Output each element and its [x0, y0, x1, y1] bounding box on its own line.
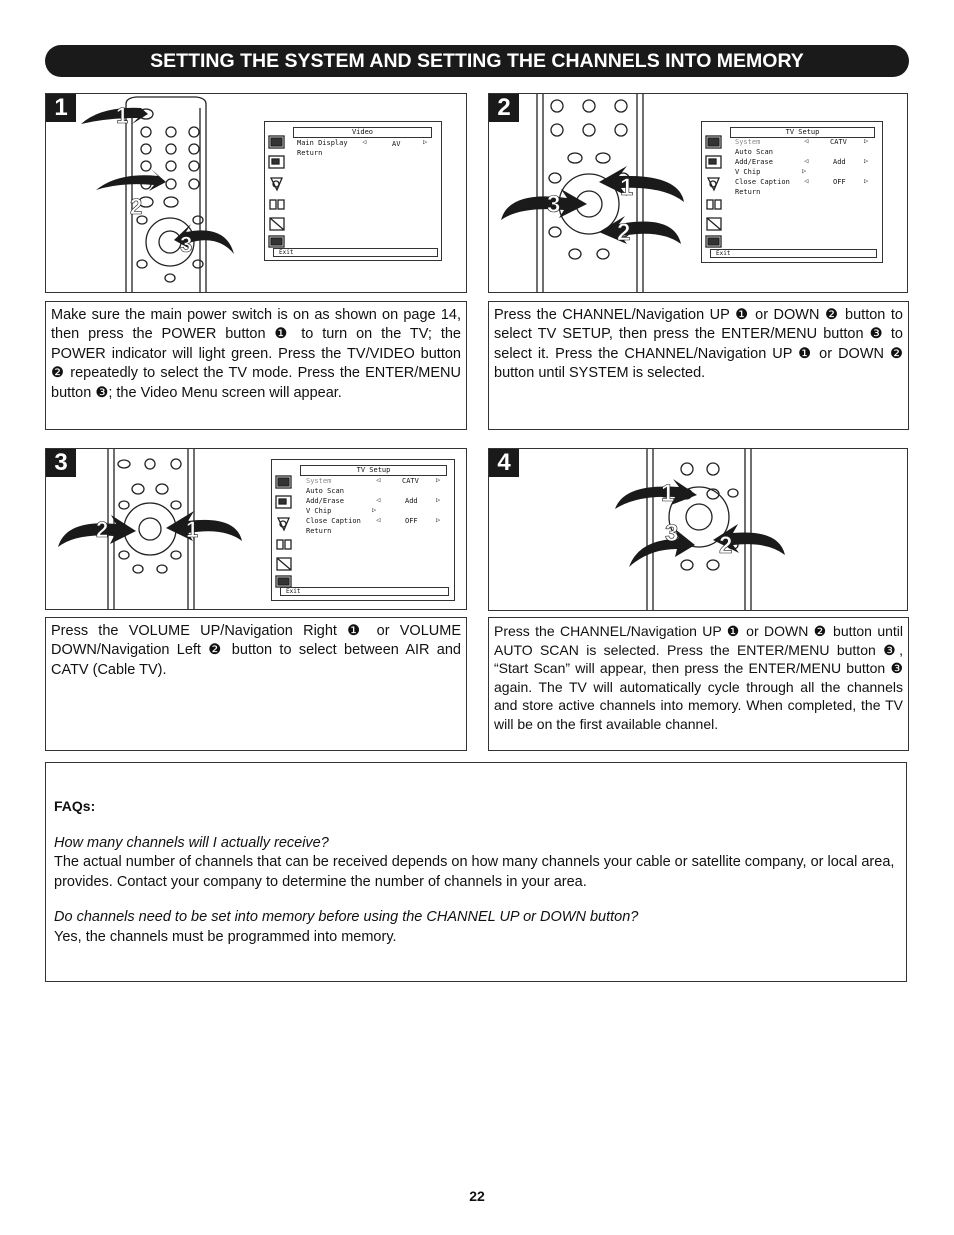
- menu-row: Add/Erase: [735, 158, 773, 166]
- menu-row: Return: [735, 188, 761, 196]
- callout-1: 1: [186, 517, 199, 542]
- faq-answer: The actual number of channels that can be received depends on how many channels your cable or satellite company, or local area, provides. Contact your company to determine the number of channels in your area.: [54, 854, 895, 890]
- right-arrow-icon: ▷: [436, 516, 441, 524]
- menu-row-value: CATV: [830, 138, 847, 146]
- menu-row-value: CATV: [402, 477, 419, 485]
- menu-row: V Chip: [306, 507, 332, 515]
- step-4-instructions: Press the CHANNEL/Navigation UP ❶ or DOWN ❷ button until AUTO SCAN is selected. Press the ENTER/MENU button ❸, “Start Scan” will appear, then press the ENTER/MENU button ❸ again. The TV will automatically cycle through all the channels and store active channels into memory. When completed, the TV will be on the first available channel.: [488, 617, 909, 751]
- callout-1: 1: [620, 174, 634, 201]
- menu-row: [297, 148, 322, 158]
- remote-control-illustration: [489, 449, 907, 610]
- page-number: 22: [469, 1188, 485, 1204]
- right-arrow-icon: ▷: [802, 167, 807, 175]
- callout-2: 2: [130, 194, 143, 219]
- menu-row-label: Return: [297, 149, 323, 157]
- step-number: 1: [46, 94, 76, 122]
- tv-menu-icon: [268, 132, 286, 248]
- menu-row: [297, 138, 348, 148]
- step-4-illustration: [488, 448, 908, 611]
- step-number: 3: [46, 449, 76, 477]
- page-title: SETTING THE SYSTEM AND SETTING THE CHANNELS INTO MEMORY: [45, 45, 909, 77]
- menu-row: Auto Scan: [735, 148, 773, 156]
- right-arrow-icon: ▷: [436, 496, 441, 504]
- menu-row: V Chip: [735, 168, 761, 176]
- menu-footer: Exit: [280, 587, 449, 596]
- step-number: 4: [489, 449, 519, 477]
- step-2-illustration: [488, 93, 908, 293]
- right-arrow-icon: ▷: [864, 137, 869, 145]
- right-arrow-icon: ▷: [372, 506, 377, 514]
- left-arrow-icon: ◁: [804, 177, 809, 185]
- menu-row: System: [735, 138, 761, 146]
- menu-icon-column: [268, 132, 286, 248]
- tv-menu-icon: [705, 132, 723, 252]
- callout-3: 3: [180, 232, 193, 257]
- callout-1: 1: [116, 103, 129, 128]
- callout-2: 2: [719, 532, 733, 559]
- step-3-illustration: [45, 448, 467, 610]
- menu-header: TV Setup: [730, 127, 875, 138]
- menu-row-value: OFF: [405, 517, 418, 525]
- menu-row: Auto Scan: [306, 487, 344, 495]
- faq-section: [45, 762, 907, 982]
- right-arrow-icon: ▷: [423, 138, 428, 146]
- right-arrow-icon: ▷: [864, 157, 869, 165]
- tv-setup-menu-screen: [701, 121, 883, 263]
- right-arrow-icon: ▷: [864, 177, 869, 185]
- menu-row: Return: [306, 527, 332, 535]
- faq-answer: Yes, the channels must be programmed into memory.: [54, 928, 397, 945]
- left-arrow-icon: ◁: [804, 137, 809, 145]
- faq-question: Do channels need to be set into memory before using the CHANNEL UP or DOWN button?: [54, 909, 639, 925]
- callout-1: 1: [661, 480, 675, 507]
- menu-row: Close Caption: [306, 517, 361, 525]
- callout-2: 2: [96, 517, 109, 542]
- step-number: 2: [489, 94, 519, 122]
- menu-row-value: AV: [392, 140, 401, 148]
- left-arrow-icon: ◁: [362, 138, 367, 146]
- left-arrow-icon: ◁: [804, 157, 809, 165]
- left-arrow-icon: ◁: [376, 476, 381, 484]
- callout-2: 2: [617, 219, 631, 246]
- callout-3: 3: [665, 520, 679, 547]
- menu-row-label: Main Display: [297, 139, 348, 147]
- callout-3: 3: [547, 191, 561, 218]
- step-2-instructions: Press the CHANNEL/Navigation UP ❶ or DOWN ❷ button to select TV SETUP, then press the ENTER/MENU button ❸ to select it. Press the CHANNEL/Navigation UP ❶ or DOWN ❷ button until SYSTEM is selected.: [488, 301, 909, 430]
- step-1-illustration: [45, 93, 467, 293]
- menu-row-value: Add: [405, 497, 418, 505]
- menu-row: Close Caption: [735, 178, 790, 186]
- menu-row: Add/Erase: [306, 497, 344, 505]
- menu-row: System: [306, 477, 332, 485]
- right-arrow-icon: ▷: [436, 476, 441, 484]
- step-3-instructions: Press the VOLUME UP/Navigation Right ❶ or VOLUME DOWN/Navigation Left ❷ button to select between AIR and CATV (Cable TV).: [45, 617, 467, 751]
- menu-footer: Exit: [710, 249, 877, 258]
- left-arrow-icon: ◁: [376, 496, 381, 504]
- faq-question: How many channels will I actually receive?: [54, 834, 329, 851]
- left-arrow-icon: ◁: [376, 516, 381, 524]
- menu-footer: Exit: [273, 248, 438, 257]
- menu-row-value: Add: [833, 158, 846, 166]
- tv-menu-icon: [275, 472, 293, 592]
- step-1-instructions: Make sure the main power switch is on as shown on page 14, then press the POWER button ❶ to turn on the TV; the POWER indicator will light green. Press the TV/VIDEO button ❷ repeatedly to select the TV mode. Press the ENTER/MENU button ❸; the Video Menu screen will appear.: [45, 301, 467, 430]
- menu-header: TV Setup: [300, 465, 447, 476]
- faq-title: FAQs:: [54, 798, 96, 814]
- tv-setup-menu-screen: [271, 459, 455, 601]
- menu-header: Video: [293, 127, 432, 138]
- menu-row-value: OFF: [833, 178, 846, 186]
- video-menu-screen: [264, 121, 442, 261]
